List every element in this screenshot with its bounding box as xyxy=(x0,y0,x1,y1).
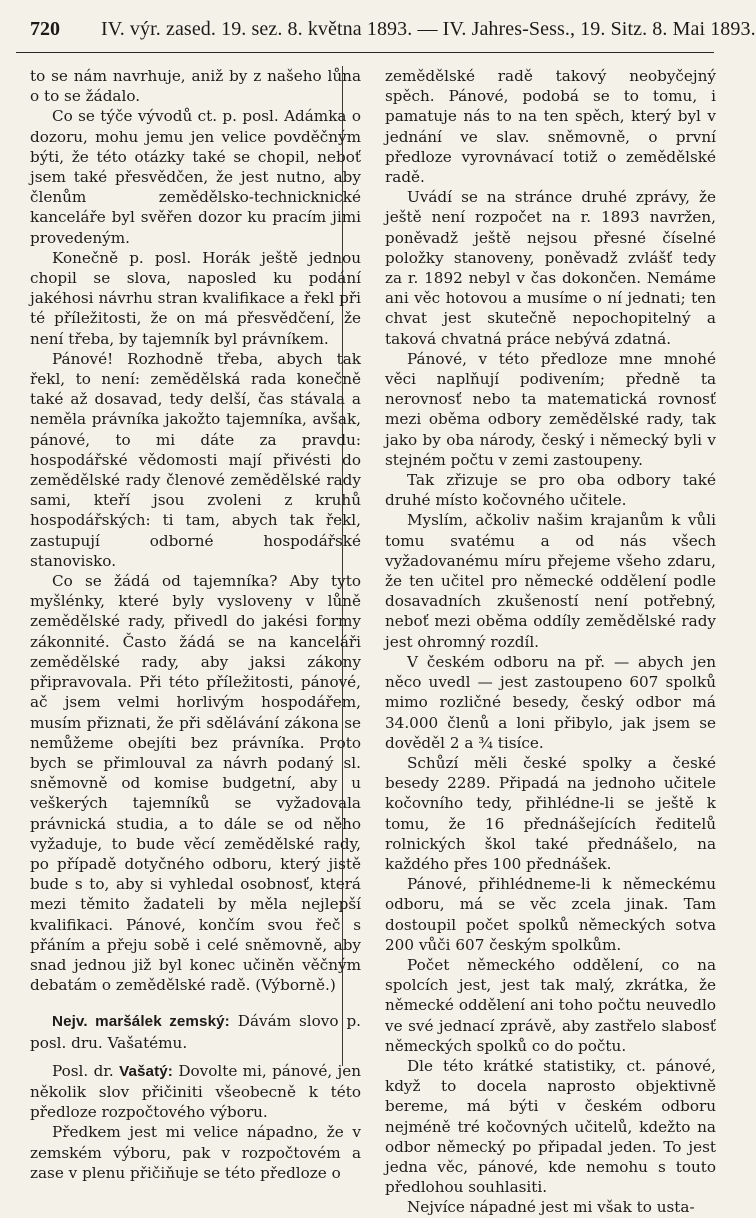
paragraph: Schůzí měli české spolky a české besedy 2289. Připadá na jednoho učitele kočovního tedy, přihlédne-li se ještě k tomu, že 16 přednášejících ředitelů rolnických škol také přednášelo, na každého přes 100 přednášek. xyxy=(385,753,716,873)
paragraph: Tak zřizuje se pro oba odbory také druhé místo kočovného učitele. xyxy=(385,471,716,510)
paragraph: Dle této krátké statistiky, ct. pánové, když to docela naprosto objektivně bereme, má býti v českém odboru nejméně tré kočovných učitelů, kdežto na odbor německý po připadal jeden. To jest jedna věc, pánové, kde nemohu s touto předlohou souhlasiti. xyxy=(385,1056,716,1197)
spacer xyxy=(30,995,361,1011)
paragraph: to se nám navrhuje, aniž by z našeho lůna o to se žádalo. xyxy=(30,67,361,106)
paragraph: Pánové! Rozhodně třeba, abych tak řekl, to není: zemědělská rada konečně také až dosavad, tedy delší, čas stávala a neměla právníka jakožto tajemníka, avšak, pánové, to mi dáte za pravdu: hospodářské vědomosti mají přivésti do zemědělské rady členové zemědělské rady sami, kteří jsou zvoleni z kruhů hospodářských: ti tam, abych tak řekl, zastupují odborné hospodářské stanovisko. xyxy=(30,349,361,570)
speaker-name: Nejv. maršálek zemský: xyxy=(52,1013,230,1031)
paragraph: Co se žádá od tajemníka? Aby tyto myšlénky, které byly vysloveny v lůně zemědělské rady, přivedl do jakési formy zákonnité. Často žádá se na kanceláři zemědělské rady, aby jaksi zákony připravovala. Při této příležitosti, pánové, ač jsem velmi horlivým hospodářem, musím přiznati, že při sdělávání zákona se nemůžeme obejíti bez právníka. Proto bych se přimlouval za návrh podaný sl. sněmovně od komise budgetní, aby u veškerých tajemníků se vyžadovala právnická studia, a to dále se od něho vyžaduje, to bude věcí zemědělské rady, po případě dotyčného odboru, který jistě bude s to, aby si vyhledal osobnosť, která mezi těmito žadateli by měla nejlepší kvalifikaci. Pánové, končím svou řeč s přáním a přeju sobě i celé sněmovně, aby snad jednou již byl konec učiněn věčným debatám o zemědělské radě. (Výborně.) xyxy=(30,572,361,995)
speaker-prefix: Posl. dr. xyxy=(52,1061,114,1080)
paragraph: Uvádí se na stránce druhé zprávy, že ještě není rozpočet na r. 1893 navržen, poněvadž ještě nejsou přesné číselné položky stanoveny, poněvadž zvlášť tedy za r. 1892 nebyl v čas dokončen. Nemáme ani věc hotovou a musíme o ní jednati; ten chvat jest skutečně nepochopitelný a taková chvatná práce nebývá zdatná. xyxy=(385,188,716,348)
speech-marshal xyxy=(30,1011,361,1052)
paragraph: Pánové, přihlédneme-li k německému odboru, má se věc zcela jinak. Tam dostoupil počet spolků německých sotva 200 vůči 607 českým spolkům. xyxy=(385,875,716,954)
speaker-name: Vašatý: xyxy=(119,1062,173,1080)
paragraph: Předkem jest mi velice nápadno, že v zemském výboru, pak v rozpočtovém a zase v plenu přičiňuje se této předloze o xyxy=(30,1123,361,1182)
paragraph: Pánové, v této předloze mne mnohé věci naplňují podivením; předně ta nerovnosť nebo ta matematická rovnosť mezi oběma odbory zemědělské rady, tak jako by oba národy, český i německý byli v stejném počtu v zemi zastoupeny. xyxy=(385,349,716,469)
running-head: IV. výr. zased. 19. sez. 8. května 1893. — IV. Jahres-Sess., 19. Sitz. 8. Mai 1893. xyxy=(101,18,756,40)
paragraph: Počet německého oddělení, co na spolcích jest, jest tak malý, zkrátka, že německé oddělení ani toho počtu neuvedlo ve své jednací zprávě, aby zastřelo slabosť německých spolků co do počtu. xyxy=(385,955,716,1055)
text-columns xyxy=(30,66,716,1217)
paragraph: zemědělské radě takový neobyčejný spěch. Pánové, podobá se to tomu, i pamatuje nás to na ten spěch, který byl v jednání ve slav. sněmovně, o první předloze vyrovnávací totiž o zemědělské radě. xyxy=(385,67,716,187)
speech-vasaty xyxy=(30,1061,361,1123)
paragraph: Konečně p. posl. Horák ještě jednou chopil se slova, naposled ku podání jakéhosi návrhu stran kvalifikace a řekl při té příležitosti, že on má přesvědčení, že není třeba, by tajemník byl právníkem. xyxy=(30,248,361,348)
speech-text: Dovolte mi, pánové, jen několik slov přičiniti všeobecně k této předloze rozpočtového výboru. xyxy=(30,1061,361,1122)
speech-text: Dávám slovo p. posl. dru. Vašatému. xyxy=(30,1012,361,1052)
right-column xyxy=(385,66,716,1217)
page-header xyxy=(16,18,756,53)
left-column xyxy=(30,66,361,1182)
page-number: 720 xyxy=(30,18,60,40)
paragraph: Nejvíce nápadné jest mi však to usta- xyxy=(407,1198,695,1217)
paragraph: Co se týče vývodů ct. p. posl. Adámka o dozoru, mohu jemu jen velice povděčným býti, že této otázky také se chopil, neboť jsem také přesvědčen, že jest nutno, aby členům zemědělsko-technicknické kanceláře byl svěřen dozor ku pracím jimi provedeným. xyxy=(30,107,361,247)
paragraph: Myslím, ačkoliv našim krajanům k vůli tomu svatému a od nás všech vyžadovanému míru přejeme všeho zdaru, že ten učitel pro německé oddělení podle dosavadních zkušeností není potřebný, neboť mezi oběma oddíly zemědělské rady jest ohromný rozdíl. xyxy=(385,511,716,651)
spacer xyxy=(30,1053,361,1061)
paragraph: V českém odboru na př. — abych jen něco uvedl — jest zastoupeno 607 spolků mimo rozličné besedy, český odbor má 34.000 členů a loni přibylo, jak jsem se dověděl 2 a ¾ tisíce. xyxy=(385,652,716,752)
